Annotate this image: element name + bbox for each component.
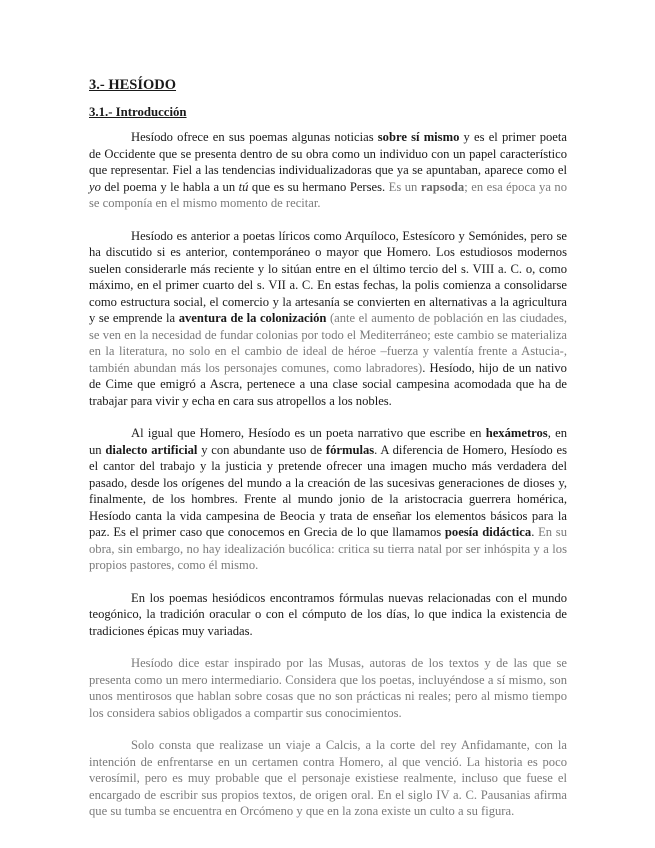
gray-text: ; en esa época ya no se componía en el mismo momento de recitar. [89,179,568,210]
subsection-heading: 3.1.- Introducción [89,105,187,119]
paragraph-6 [89,737,567,820]
gray-text: Solo consta que realizase un viaje a Calcis, a la corte del rey Anfidamante, con la intención de enfrentarse en un certamen contra Homero, al que venció. La historia es poco verosímil, pero es muy probable que el personaje existiese realmente, incluso que fuese el encargado de escribir sus propios textos, de origen oral. En el siglo IV a. C. Pausanias afirma que su tumba se encuentra en Orcómeno y que en la zona existe un culto a su figura. [89,738,567,818]
document-page [89,76,567,836]
paragraph-3 [89,425,567,574]
text-run: del poema y le habla a un [100,179,239,194]
text-run: y es el primer poeta de Occidente que se presenta dentro de su obra como un individuo con un papel característico que representar. Fiel a las tendencias individualizadoras que ya se apuntaban, aparece como el [89,130,567,177]
paragraph-2 [89,228,567,410]
bold-text: poesía didáctica [444,525,532,539]
text-run: Al igual que Homero, Hesíodo es un poeta narrativo que escribe en [131,426,486,440]
text-run: Hesíodo es anterior a poetas líricos como Arquíloco, Estesícoro y Semónides, pero se ha discutido si es anterior, contemporáneo o mayor que Homero. Los estudiosos modernos suelen considerarle más reciente y lo sitúan entre en el último tercio del s. VIII a. C. o, como máximo, en el primer cuarto del s. VII a. C. En estas fechas, la polis comienza a consolidarse como estructura social, el comercio y la artesanía se convierten en alternativas a la agricultura y se emprende la [89,228,567,325]
gray-text: En su obra, sin embargo, no hay idealización bucólica: critica su tierra natal por ser inhóspita y a los propios pastores, como él mismo. [89,525,567,572]
paragraph-1 [89,129,567,212]
bold-text: sobre sí mismo [377,130,460,144]
paragraph-4 [89,590,567,640]
bold-text: fórmulas [325,442,375,457]
text-run: Hesíodo ofrece en sus poemas algunas noticias [131,130,378,144]
gray-text: Es un [388,179,421,194]
gray-bold-text: rapsoda [420,179,465,194]
text-run: . [531,525,539,539]
gray-text: Hesíodo dice estar inspirado por las Musas, autoras de los textos y de las que se presenta como un mero intermediario. Considera que los poetas, incluyéndose a sí mismo, son unos mentirosos que hablan sobre cosas que no son prácticas ni reales; pero al mismo tiempo los considera sabios obligados a compartir sus conocimientos. [89,656,567,720]
text-run: , en un [89,426,567,457]
italic-text: yo [89,179,101,194]
text-run: . Hesíodo, hijo de un nativo de Cime que emigró a Ascra, pertenece a una clase social campesina acomodada que ha de trabajar para vivir y echa en cara sus atropellos a los nobles. [89,360,567,408]
gray-text: (ante el aumento de población en las ciudades, se ven en la necesidad de fundar colonias por todo el Mediterráneo; este cambio se materializa en la literatura, no solo en el cambio de ideal de héroe –fuerza y valentía frente a Astucia-, también abundan más los personajes comunes, como labradores) [89,311,567,375]
italic-text: tú [238,179,249,194]
paragraph-5 [89,655,567,721]
bold-text: aventura de la colonización [178,311,327,325]
text-run: y con abundante uso de [197,442,326,457]
text-run: . A diferencia de Homero, Hesíodo es el cantor del trabajo y la justicia y pretende ofrecer una imagen mucho más verdadera del pasado, desde los orígenes del mundo a la creación de las sucesivas generaciones de dioses y, finalmente, de los hombres. Frente al mundo jonio de la aristocracia guerrera homérica, Hesíodo canta la vida campesina de Beocia y trata de enseñar los elementos básicos para la paz. Es el primer caso que conocemos en Grecia de lo que llamamos [89,442,567,539]
bold-text: hexámetros [485,426,548,440]
bold-text: dialecto artificial [105,442,198,457]
text-run: En los poemas hesiódicos encontramos fórmulas nuevas relacionadas con el mundo teogónico, la tradición oracular o con el cómputo de los días, lo que indica la existencia de tradiciones épicas muy variadas. [89,590,567,638]
text-run: que es su hermano Perses. [248,179,389,194]
section-heading: 3.- HESÍODO [89,77,177,93]
